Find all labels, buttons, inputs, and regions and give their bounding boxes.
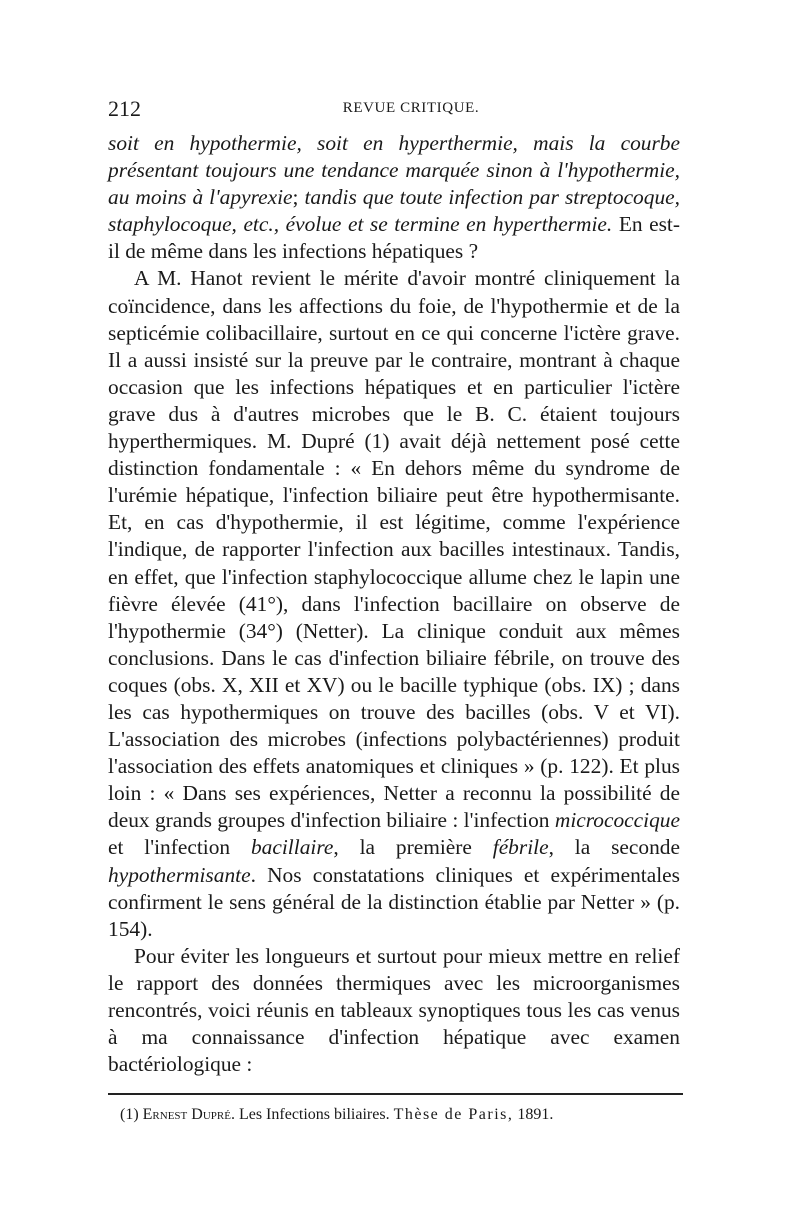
footnote-author: Ernest Dupré. <box>142 1106 235 1124</box>
italic-segment: fébrile <box>492 835 549 860</box>
text-segment: et l'infection <box>108 835 251 860</box>
footnote-rule <box>108 1093 683 1095</box>
page-number: 212 <box>108 96 141 121</box>
italic-segment: bacillaire <box>250 835 334 860</box>
footnote-place: Thèse de Paris, <box>393 1106 514 1124</box>
italic-segment: soit en hypothermie, soit en hyperthermie, mais la courbe présentant toujours une tendance marquée sinon à l'hypothermie, au moins à l'apyrexie <box>108 131 680 210</box>
text-segment: , la seconde <box>548 835 680 860</box>
paragraph-1 <box>108 130 680 265</box>
italic-segment: tandis que toute infection par streptocoque, staphylocoque, etc., évolue et se termine en hyperthermie. <box>108 185 680 237</box>
text-segment: . Nos constatations cliniques et expérimentales confirment le sens général de la distinction établie par Netter » (p. 154). <box>108 862 680 941</box>
page <box>108 96 680 1125</box>
footnote-title: Les Infections biliaires. <box>234 1106 394 1124</box>
text-segment: En est-il de même dans les infections hépatiques ? <box>108 212 680 264</box>
body-text <box>108 130 680 1078</box>
footnote <box>108 1105 680 1125</box>
italic-segment: micrococcique <box>554 808 680 833</box>
paragraph-3: Pour éviter les longueurs et surtout pour mieux mettre en relief le rapport des données thermiques avec les microorganismes rencontrés, voici réunis en tableaux synoptiques tous les cas venus à ma connaissance d'infection hépatique avec examen bactériologique : <box>108 943 680 1077</box>
text-segment: , la première <box>333 835 493 860</box>
text-segment: A M. Hanot revient le mérite d'avoir montré cliniquement la coïncidence, dans les affections du foie, de l'hypothermie et de la septicémie colibacillaire, surtout en ce qui concerne l'ictère grave. Il a aussi insisté sur la preuve par le contraire, montrant à chaque occasion que les infections hépatiques et en particulier l'ictère grave dus à d'autres microbes que le B. C. étaient toujours hyperthermiques. M. Dupré (1) avait déjà nettement posé cette distinction fondamentale : « En dehors même du syndrome de l'urémie hépatique, l'infection biliaire peut être hypothermisante. Et, en cas d'hypothermie, il est légitime, comme l'expérience l'indique, de rapporter l'infection aux bacilles intestinaux. Tandis, en effet, que l'infection staphylococcique allume chez le lapin une fièvre élevée (41°), dans l'infection bacillaire on observe de l'hypothermie (34°) (Netter). La clinique conduit aux mêmes conclusions. Dans le cas d'infection biliaire fébrile, on trouve des coques (obs. X, XII et XV) ou le bacille typhique (obs. IX) ; dans les cas hypothermiques on trouve des bacilles (obs. V et VI). L'association des microbes (infections polybactériennes) produit l'association des effets anatomiques et cliniques » (p. 122). Et plus loin : « Dans ses expériences, Netter a reconnu la possibilité de deux grands groupes d'infection biliaire : l'infection <box>108 266 680 833</box>
footnote-marker: (1) <box>120 1106 143 1124</box>
running-title: REVUE CRITIQUE. <box>342 100 480 116</box>
text-segment: ; <box>292 185 305 210</box>
paragraph-2 <box>108 265 680 942</box>
footnote-year: 1891. <box>513 1106 554 1124</box>
italic-segment: hypothermisante <box>108 862 251 887</box>
running-head <box>108 96 680 130</box>
